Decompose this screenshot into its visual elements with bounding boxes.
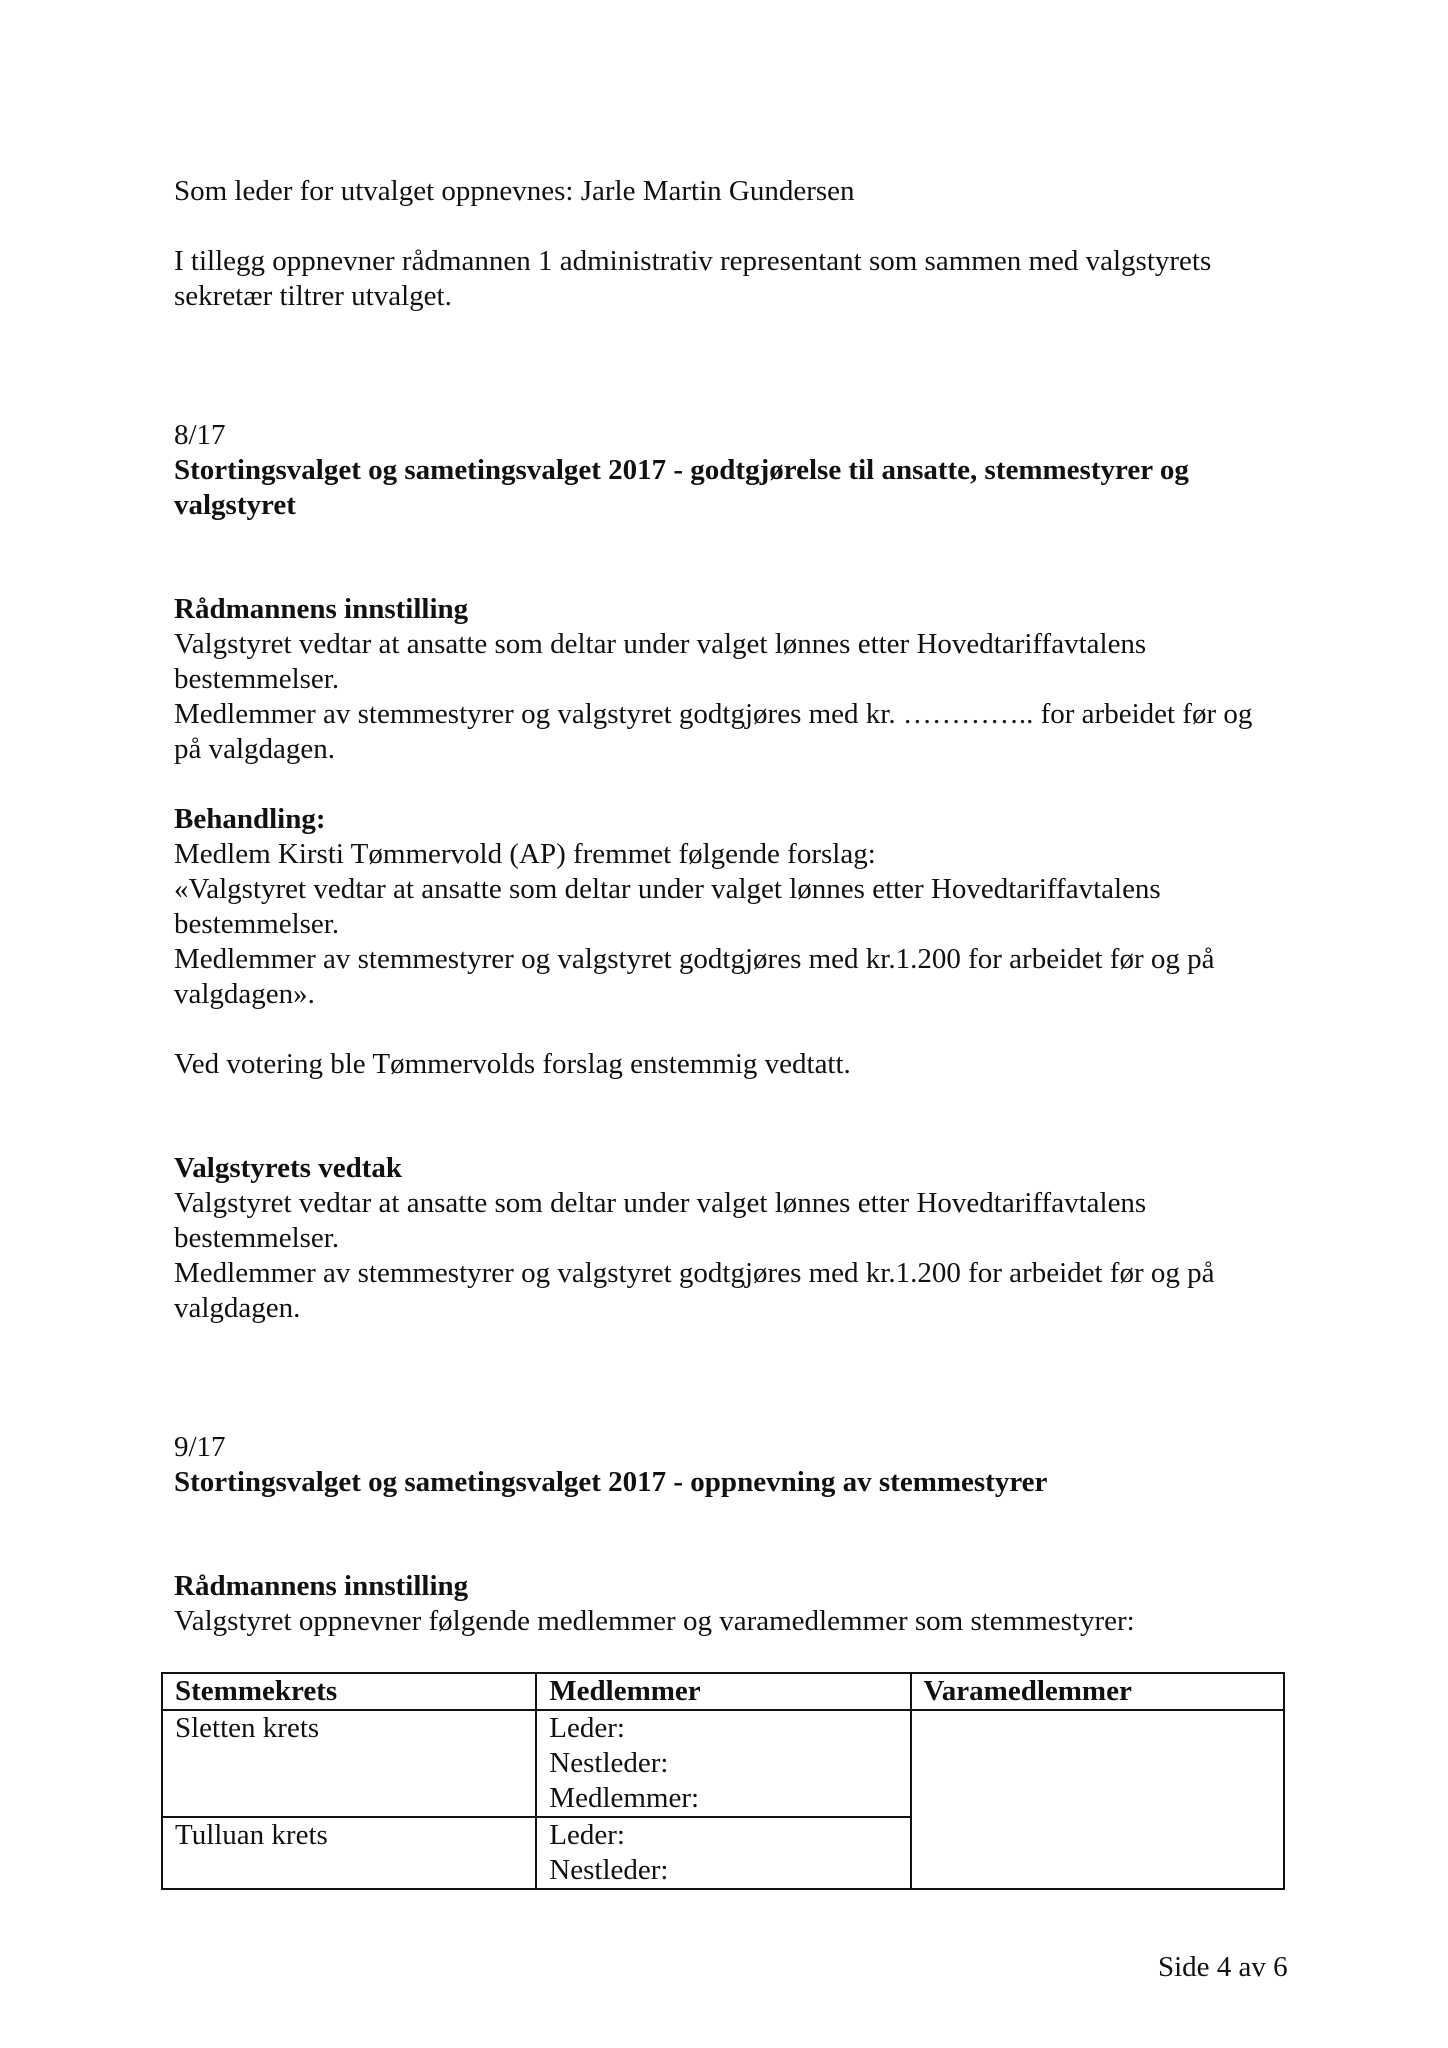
role-label: Medlemmer: (549, 1782, 700, 1814)
recommendation-heading: Rådmannens innstilling (174, 1570, 469, 1602)
decision-text: valgdagen. (174, 1292, 301, 1324)
decision-heading: Valgstyrets vedtak (174, 1152, 402, 1184)
recommendation-text: Medlemmer av stemmestyrer og valgstyret godtgjøres med kr. ………….. for arbeidet før og (174, 698, 1253, 730)
column-header-varamedlemmer: Varamedlemmer (911, 1673, 1284, 1710)
deputy-members-cell (911, 1710, 1284, 1889)
case-number: 8/17 (174, 419, 226, 451)
recommendation-text: Valgstyret oppnevner følgende medlemmer og varamedlemmer som stemmestyrer: (174, 1605, 1135, 1637)
decision-text: Valgstyret vedtar at ansatte som deltar under valget lønnes etter Hovedtariffavtalens (174, 1187, 1147, 1219)
treatment-text: Medlemmer av stemmestyrer og valgstyret godtgjøres med kr.1.200 for arbeidet før og på (174, 943, 1215, 975)
krets-name-cell: Sletten krets (162, 1710, 536, 1817)
role-label: Nestleder: (549, 1854, 669, 1886)
leader-appointment-text: Som leder for utvalget oppnevnes: Jarle Martin Gundersen (174, 175, 855, 207)
role-label: Leder: (549, 1712, 625, 1744)
members-cell (536, 1817, 910, 1889)
column-header-medlemmer: Medlemmer (536, 1673, 910, 1710)
admin-representative-text: sekretær tiltrer utvalget. (174, 280, 452, 312)
members-cell (536, 1710, 910, 1817)
decision-text: bestemmelser. (174, 1222, 340, 1254)
case-title: Stortingsvalget og sametingsvalget 2017 - oppnevning av stemmestyrer (174, 1466, 1048, 1498)
polling-board-table (161, 1672, 1285, 1890)
role-label: Nestleder: (549, 1747, 669, 1779)
table-row (162, 1710, 1284, 1817)
decision-text: Medlemmer av stemmestyrer og valgstyret godtgjøres med kr.1.200 for arbeidet før og på (174, 1257, 1215, 1289)
treatment-heading: Behandling: (174, 803, 326, 835)
page-number: Side 4 av 6 (1158, 1951, 1288, 1983)
column-header-stemmekrets: Stemmekrets (162, 1673, 536, 1710)
admin-representative-text: I tillegg oppnevner rådmannen 1 administrativ representant som sammen med valgstyrets (174, 245, 1212, 277)
recommendation-heading: Rådmannens innstilling (174, 593, 469, 625)
treatment-text: bestemmelser. (174, 908, 340, 940)
recommendation-text: bestemmelser. (174, 663, 340, 695)
case-title: Stortingsvalget og sametingsvalget 2017 - godtgjørelse til ansatte, stemmestyrer og (174, 454, 1189, 486)
krets-name-cell: Tulluan krets (162, 1817, 536, 1889)
table-header-row (162, 1673, 1284, 1710)
treatment-text: Medlem Kirsti Tømmervold (AP) fremmet følgende forslag: (174, 838, 876, 870)
recommendation-text: på valgdagen. (174, 733, 336, 765)
treatment-text: «Valgstyret vedtar at ansatte som deltar under valget lønnes etter Hovedtariffavtalens (174, 873, 1161, 905)
case-number: 9/17 (174, 1431, 226, 1463)
document-page (174, 0, 1288, 2048)
recommendation-text: Valgstyret vedtar at ansatte som deltar under valget lønnes etter Hovedtariffavtalens (174, 628, 1147, 660)
vote-result-text: Ved votering ble Tømmervolds forslag enstemmig vedtatt. (174, 1048, 851, 1080)
case-title: valgstyret (174, 489, 296, 521)
treatment-text: valgdagen». (174, 978, 315, 1010)
role-label: Leder: (549, 1819, 625, 1851)
